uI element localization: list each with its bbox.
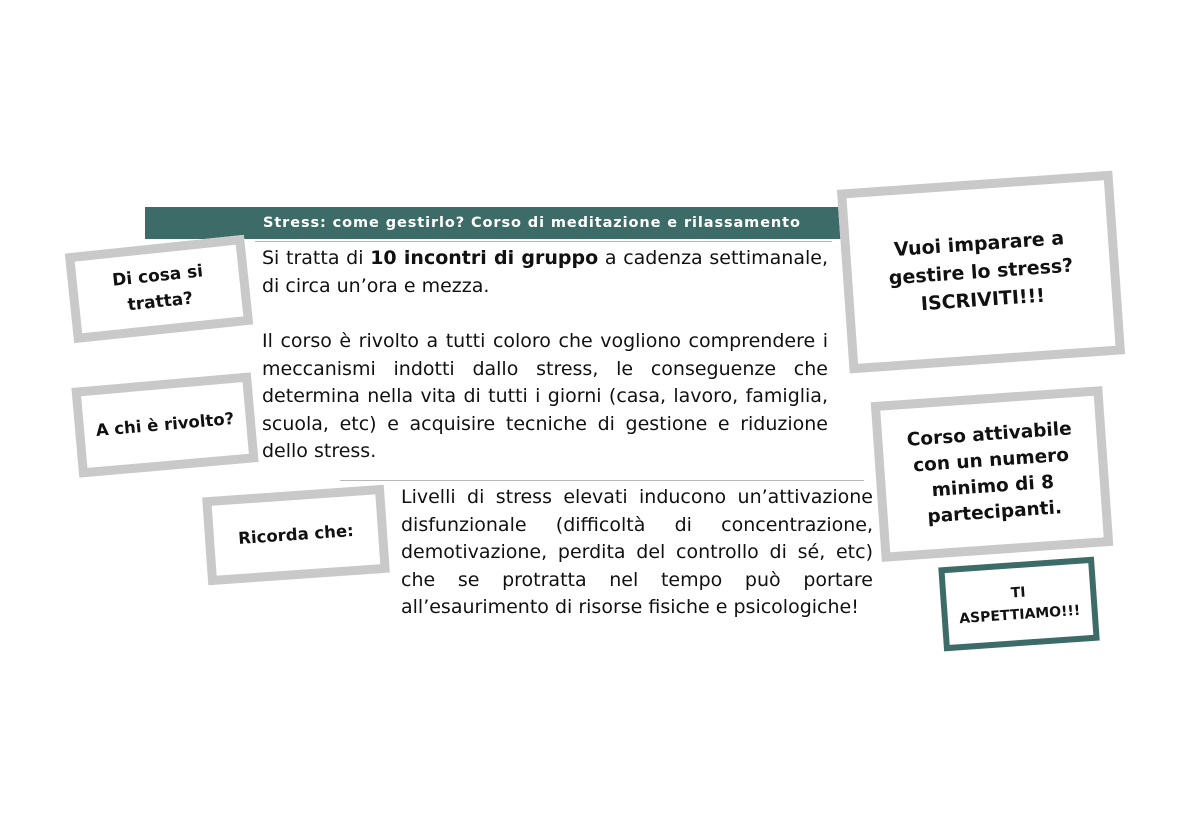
label-who [71, 372, 258, 477]
reminder-text: Livelli di stress elevati inducono un’attivazione disfunzionale (difficoltà di concentrazione, demotivazione, perdita del controllo di sé, etc) che se protratta nel tempo può portare all’esaurimento di risorse fisiche e psicologiche! [401, 486, 873, 618]
label-what-text: Di cosa si tratta? [111, 261, 204, 316]
label-remember-text: Ricorda che: [237, 520, 355, 549]
audience-text: Il corso è rivolto a tutti coloro che vogliono comprendere i meccanismi indotti dallo stress, le conseguenze che determina nella vita di tutti i giorni (casa, lavoro, famiglia, scuola, etc) e acquisire tecniche di gestione e riduzione dello stress. [262, 330, 828, 462]
callout-minimum [871, 386, 1114, 562]
intro-text [262, 245, 828, 300]
callout-minimum-text: Corso attivabile con un numero minimo di 8 partecipanti. [906, 418, 1073, 528]
divider-top [255, 241, 832, 242]
header-bar [145, 207, 842, 239]
label-who-text: A chi è rivolto? [95, 408, 235, 441]
callout-closing [938, 557, 1099, 652]
callout-signup-text: Vuoi imparare a gestire lo stress? ISCRIVITI!!! [888, 227, 1074, 316]
intro-text-start: Si tratta di [262, 247, 371, 269]
label-what [65, 235, 253, 343]
label-remember [202, 485, 390, 585]
callout-closing-text: TI ASPETTIAMO!!! [958, 584, 1081, 628]
intro-text-bold: 10 incontri di gruppo [370, 247, 599, 269]
divider-middle [340, 480, 864, 481]
callout-signup [837, 171, 1125, 374]
header-title: Stress: come gestirlo? Corso di meditazione e rilassamento [263, 215, 801, 231]
intro-text-end: a cadenza settimanale, di circa un’ora e mezza. [262, 247, 829, 297]
